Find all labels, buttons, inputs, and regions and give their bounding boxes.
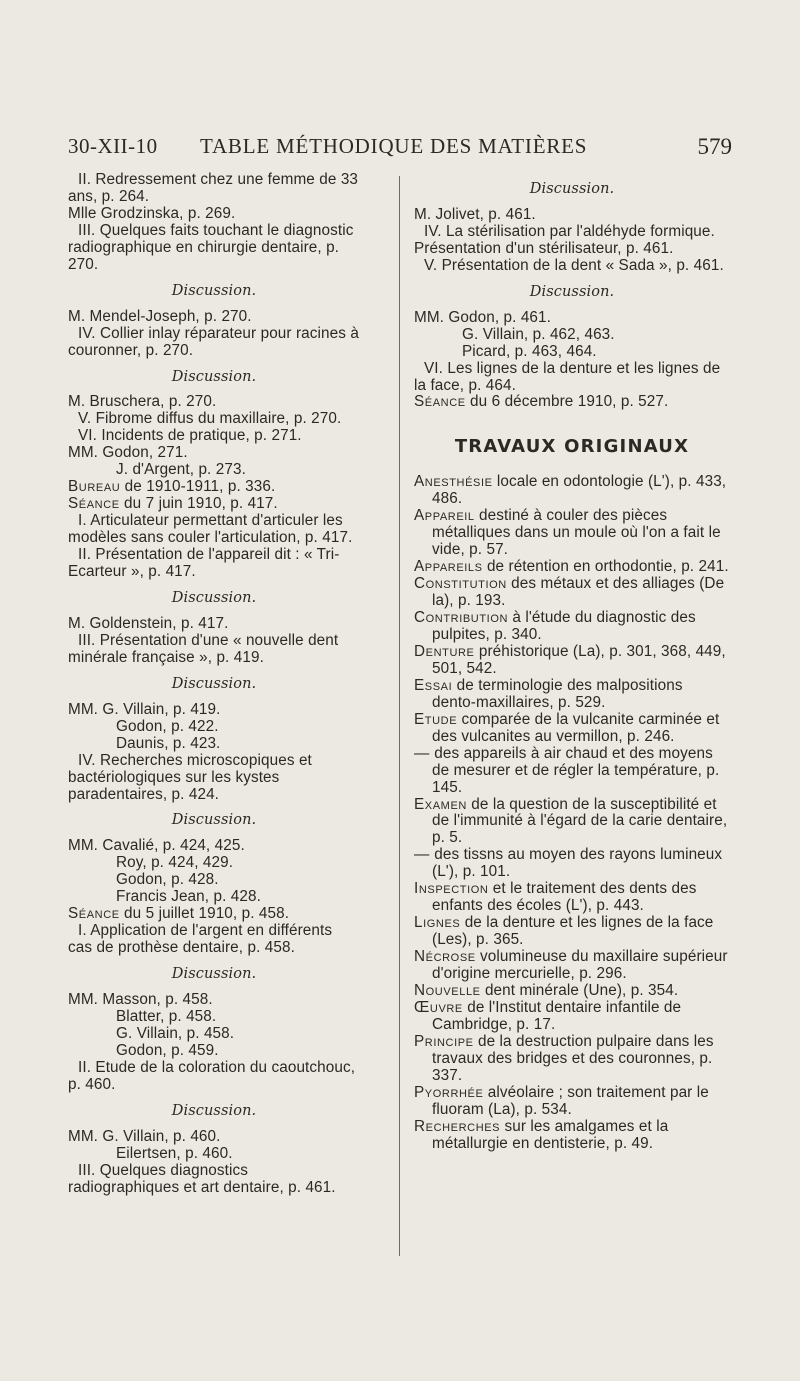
index-entry (414, 949, 730, 983)
index-entry-head: Nouvelle (414, 981, 481, 999)
index-entry-text: alvéolaire ; son traitement par le fluoram (La), p. 534. (432, 1083, 709, 1118)
session-entry (68, 906, 360, 923)
numbered-item: IV. La stérilisation par l'aldéhyde formique. Présentation d'un stérilisateur, p. 461. (414, 222, 715, 257)
index-entry-head: Lignes (414, 914, 461, 932)
running-header (68, 134, 738, 168)
discussion-heading: Discussion. (171, 675, 257, 692)
index-entry-text: et le traitement des dents des enfants des écoles (L'), p. 443. (432, 880, 697, 915)
index-entry (414, 678, 730, 712)
index-entry (414, 508, 730, 559)
index-entry-head: Constitution (414, 575, 507, 593)
discussion-heading: Discussion. (171, 966, 257, 983)
index-entry (414, 797, 730, 848)
name-line: M. Jolivet, p. 461. (414, 205, 536, 223)
name-line: M. Bruschera, p. 270. (68, 393, 217, 411)
session-head: Séance (68, 495, 120, 513)
numbered-item: IV. Recherches microscopiques et bactériologiques sur les kystes paradentaires, p. 424. (68, 751, 312, 803)
right-column-minutes (414, 181, 730, 411)
index-entry (414, 559, 730, 576)
index-entry (414, 1034, 730, 1085)
index-entry-text: destiné à couler des pièces métalliques dans un moule où l'on a fait le vide, p. 57. (432, 507, 721, 559)
index-entry-text: locale en odontologie (L'), p. 433, 486. (432, 473, 727, 508)
index-entry-text: comparée de la vulcanite carminée et des vulcanites au vermillon, p. 246. (432, 710, 720, 745)
numbered-item: II. Redressement chez une femme de 33 ans, p. 264. (68, 171, 359, 205)
name-line: G. Villain, p. 458. (116, 1024, 235, 1042)
index-entry (414, 746, 730, 797)
numbered-item: V. Fibrome diffus du maxillaire, p. 270. (78, 410, 342, 428)
session-entry (68, 496, 360, 513)
index-entry-text: des métaux et des alliages (De la), p. 193. (432, 575, 725, 610)
name-line: Francis Jean, p. 428. (116, 888, 261, 906)
index-entry-head: Essai (414, 676, 453, 694)
numbered-item: I. Application de l'argent en différents cas de prothèse dentaire, p. 458. (68, 922, 333, 957)
numbered-item: III. Quelques faits touchant le diagnostic radiographique en chirurgie dentaire, p. 270. (68, 221, 354, 273)
name-line: MM. Masson, p. 458. (68, 991, 213, 1009)
discussion-heading: Discussion. (171, 812, 257, 829)
numbered-item: III. Quelques diagnostics radiographiques et art dentaire, p. 461. (68, 1161, 336, 1196)
name-line: M. Goldenstein, p. 417. (68, 614, 229, 632)
index-entry-head: Contribution (414, 609, 509, 627)
index-entry (414, 915, 730, 949)
name-line: Godon, p. 428. (116, 871, 219, 889)
name-line: Godon, p. 422. (116, 717, 219, 735)
index-entry (414, 1085, 730, 1119)
index-entry-head: — (414, 744, 430, 762)
session-text: de 1910-1911, p. 336. (120, 478, 276, 496)
index-entry-text: de l'Institut dentaire infantile de Cambridge, p. 17. (432, 998, 682, 1033)
index-entry-head: Examen (414, 795, 467, 813)
numbered-item: IV. Collier inlay réparateur pour racines à couronner, p. 270. (68, 324, 359, 359)
index-entry-head: Principe (414, 1032, 474, 1050)
left-column (68, 172, 360, 1197)
index-entry-text: à l'étude du diagnostic des pulpites, p. 340. (432, 609, 696, 643)
index-entry-text: des tissns au moyen des rayons lumineux (L'), p. 101. (429, 846, 723, 881)
index-entry-head: Pyorrhée (414, 1083, 484, 1101)
name-line: G. Villain, p. 462, 463. (462, 325, 615, 343)
index-entry-text: de la question de la susceptibilité et de l'immunité à l'égard de la carie dentaire, p. 5. (432, 795, 728, 847)
index-entry (414, 712, 730, 746)
numbered-item: II. Etude de la coloration du caoutchouc, p. 460. (68, 1058, 356, 1093)
name-line: MM. G. Villain, p. 419. (68, 700, 221, 718)
session-text: du 7 juin 1910, p. 417. (119, 495, 278, 513)
discussion-heading: Discussion. (171, 282, 257, 299)
index-entry (414, 474, 730, 508)
session-head: Bureau (68, 478, 121, 496)
index-entry-head: Appareil (414, 507, 475, 525)
session-text: du 5 juillet 1910, p. 458. (119, 905, 290, 923)
index-entry-head: Appareils (414, 558, 483, 576)
index-entry-head: — (414, 846, 430, 864)
name-line: Daunis, p. 423. (116, 734, 221, 752)
index-entry (414, 1000, 730, 1034)
section-title: TRAVAUX ORIGINAUX (454, 436, 690, 458)
index-entry-text: volumineuse du maxillaire supérieur d'origine mercurielle, p. 296. (432, 948, 728, 983)
index-entry-text: des appareils à air chaud et des moyens de mesurer et de régler la température, p. 145. (429, 744, 720, 796)
discussion-heading: Discussion. (529, 181, 615, 197)
index-entry-text: de terminologie des malpositions dento-maxillaires, p. 529. (432, 676, 683, 711)
index-entry-text: dent minérale (Une), p. 354. (480, 981, 679, 999)
name-line: MM. Godon, 271. (68, 444, 188, 462)
discussion-heading: Discussion. (171, 589, 257, 606)
numbered-item: I. Articulateur permettant d'articuler les modèles sans couler l'articulation, p. 417. (68, 512, 353, 547)
index-entry-head: Denture (414, 642, 475, 660)
name-line: Eilertsen, p. 460. (116, 1144, 233, 1162)
session-entry (414, 394, 730, 411)
numbered-item: II. Présentation de l'appareil dit : « Tri-Ecarteur », p. 417. (68, 546, 340, 581)
index-entry-text: de la destruction pulpaire dans les travaux des bridges et des couronnes, p. 337. (432, 1032, 714, 1084)
index-entry (414, 881, 730, 915)
index-entry-head: Etude (414, 710, 458, 728)
name-line: MM. Cavalié, p. 424, 425. (68, 837, 245, 855)
index-entry-head: Nécrose (414, 948, 476, 966)
index-entry-head: Anesthésie (414, 473, 493, 491)
session-entry (68, 479, 360, 496)
session-head: Séance (68, 905, 120, 923)
name-line: Blatter, p. 458. (116, 1007, 217, 1025)
index-entry-text: de rétention en orthodontie, p. 241. (482, 558, 729, 576)
name-line: MM. G. Villain, p. 460. (68, 1127, 221, 1145)
name-line: J. d'Argent, p. 273. (116, 461, 246, 479)
index-entry-text: préhistorique (La), p. 301, 368, 449, 501, 542. (432, 642, 726, 677)
name-line: Picard, p. 463, 464. (462, 342, 597, 360)
index-list (414, 474, 730, 1152)
discussion-heading: Discussion. (171, 1102, 257, 1119)
numbered-item: V. Présentation de la dent « Sada », p. 461. (424, 256, 724, 274)
name-line: Godon, p. 459. (116, 1041, 219, 1059)
numbered-item: VI. Incidents de pratique, p. 271. (78, 427, 302, 445)
discussion-heading: Discussion. (171, 368, 257, 385)
index-entry (414, 1119, 730, 1153)
index-entry (414, 644, 730, 678)
index-entry (414, 576, 730, 610)
name-line: M. Mendel-Joseph, p. 270. (68, 307, 252, 325)
header-date: 30-XII-10 (68, 134, 158, 158)
numbered-item: III. Présentation d'une « nouvelle dent minérale française », p. 419. (68, 631, 339, 666)
index-entry-text: sur les amalgames et la métallurgie en dentisterie, p. 49. (432, 1117, 669, 1152)
index-entry (414, 610, 730, 644)
name-line: Roy, p. 424, 429. (116, 854, 234, 872)
index-entry (414, 847, 730, 881)
name-line: MM. Godon, p. 461. (414, 308, 551, 326)
right-column (414, 172, 730, 1153)
numbered-item: VI. Les lignes de la denture et les lignes de la face, p. 464. (414, 359, 721, 394)
index-entry-head: Œuvre (414, 998, 463, 1016)
name-line: Mlle Grodzinska, p. 269. (68, 204, 236, 222)
session-head: Séance (414, 393, 466, 411)
header-title: TABLE MÉTHODIQUE DES MATIÈRES (200, 134, 588, 158)
index-entry-head: Inspection (414, 880, 489, 898)
column-divider (399, 176, 400, 1256)
index-entry-head: Recherches (414, 1117, 501, 1135)
page-number: 579 (697, 134, 732, 159)
index-entry-text: de la denture et les lignes de la face (Les), p. 365. (432, 914, 714, 949)
index-entry (414, 983, 730, 1000)
session-text: du 6 décembre 1910, p. 527. (465, 393, 669, 411)
discussion-heading: Discussion. (529, 283, 615, 300)
